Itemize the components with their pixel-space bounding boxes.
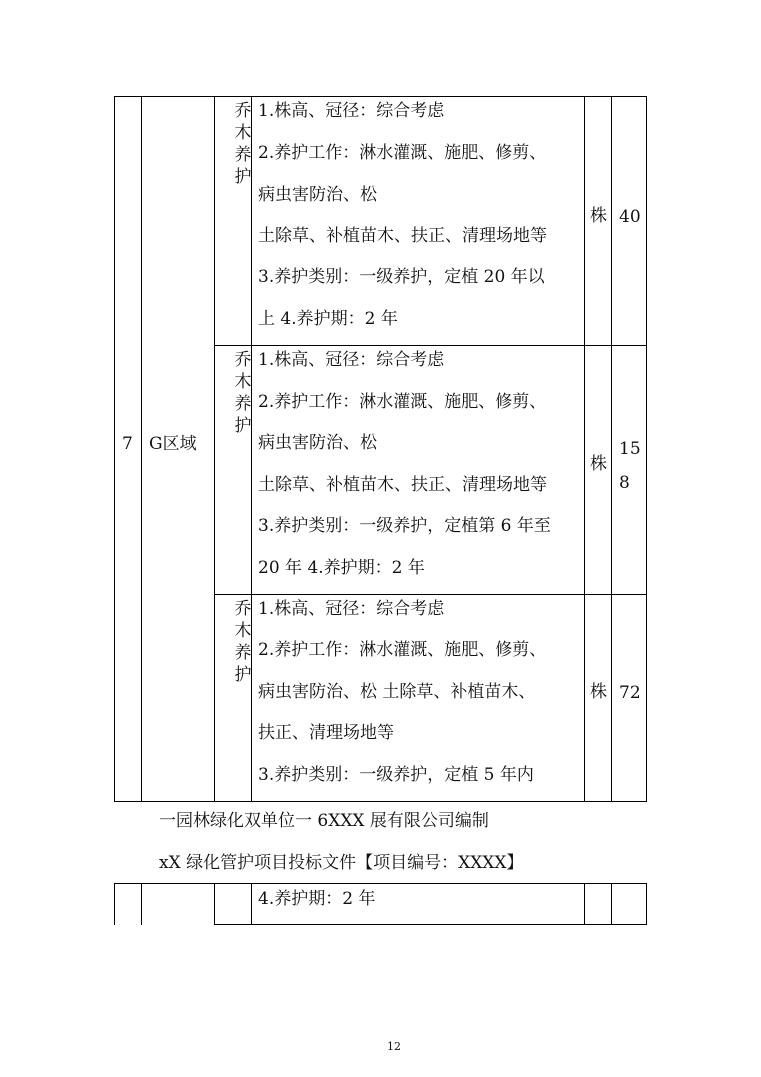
description-line: 土除草、补植苗木、扶正、清理场地等 bbox=[258, 475, 547, 495]
description-line: 1.株高、冠径：综合考虑 bbox=[258, 350, 445, 370]
description-line: 3.养护类别：一级养护，定植 5 年内 bbox=[258, 765, 534, 785]
description-line: 3.养护类别：一级养护，定植 20 年以 bbox=[258, 267, 545, 287]
description-line: 1.株高、冠径：综合考虑 bbox=[258, 599, 445, 619]
quantity-cell: 15 bbox=[619, 439, 641, 459]
quantity-cell: 8 bbox=[619, 473, 630, 493]
description-line: 病虫害防治、松 bbox=[258, 185, 377, 205]
description-line: 1.株高、冠径：综合考虑 bbox=[258, 101, 445, 121]
description-line: 病虫害防治、松 bbox=[258, 433, 377, 453]
description-line: 扶正、清理场地等 bbox=[258, 723, 394, 743]
category-cell: 乔 木 养 护 bbox=[234, 599, 252, 685]
document-header: xX 绿化管护项目投标文件【项目编号：XXXX】 bbox=[159, 853, 524, 873]
seq-number: 7 bbox=[122, 434, 133, 454]
description-line: 2.养护工作：淋水灌溉、施肥、修剪、 bbox=[258, 640, 547, 660]
description-line: 2.养护工作：淋水灌溉、施肥、修剪、 bbox=[258, 392, 547, 412]
description-line: 4.养护期：2 年 bbox=[258, 889, 376, 909]
description-line: 土除草、补植苗木、扶正、清理场地等 bbox=[258, 226, 547, 246]
company-footer: 一园林绿化双单位一 6XXX 展有限公司编制 bbox=[159, 811, 489, 831]
category-cell: 乔 木 养 护 bbox=[234, 101, 252, 187]
quantity-cell: 72 bbox=[619, 683, 641, 703]
description-line: 病虫害防治、松 土除草、补植苗木、 bbox=[258, 682, 536, 702]
description-line: 3.养护类别：一级养护，定植第 6 年至 bbox=[258, 516, 551, 536]
area-name: G区域 bbox=[149, 434, 197, 454]
page-number: 12 bbox=[387, 1040, 401, 1053]
description-line: 2.养护工作：淋水灌溉、施肥、修剪、 bbox=[258, 143, 547, 163]
description-line: 上 4.养护期：2 年 bbox=[258, 309, 398, 329]
category-cell: 乔 木 养 护 bbox=[234, 350, 252, 436]
quantity-cell: 40 bbox=[619, 207, 641, 227]
unit-cell: 株 bbox=[590, 206, 607, 226]
unit-cell: 株 bbox=[590, 454, 607, 474]
description-line: 20 年 4.养护期：2 年 bbox=[258, 558, 425, 578]
unit-cell: 株 bbox=[590, 682, 607, 702]
